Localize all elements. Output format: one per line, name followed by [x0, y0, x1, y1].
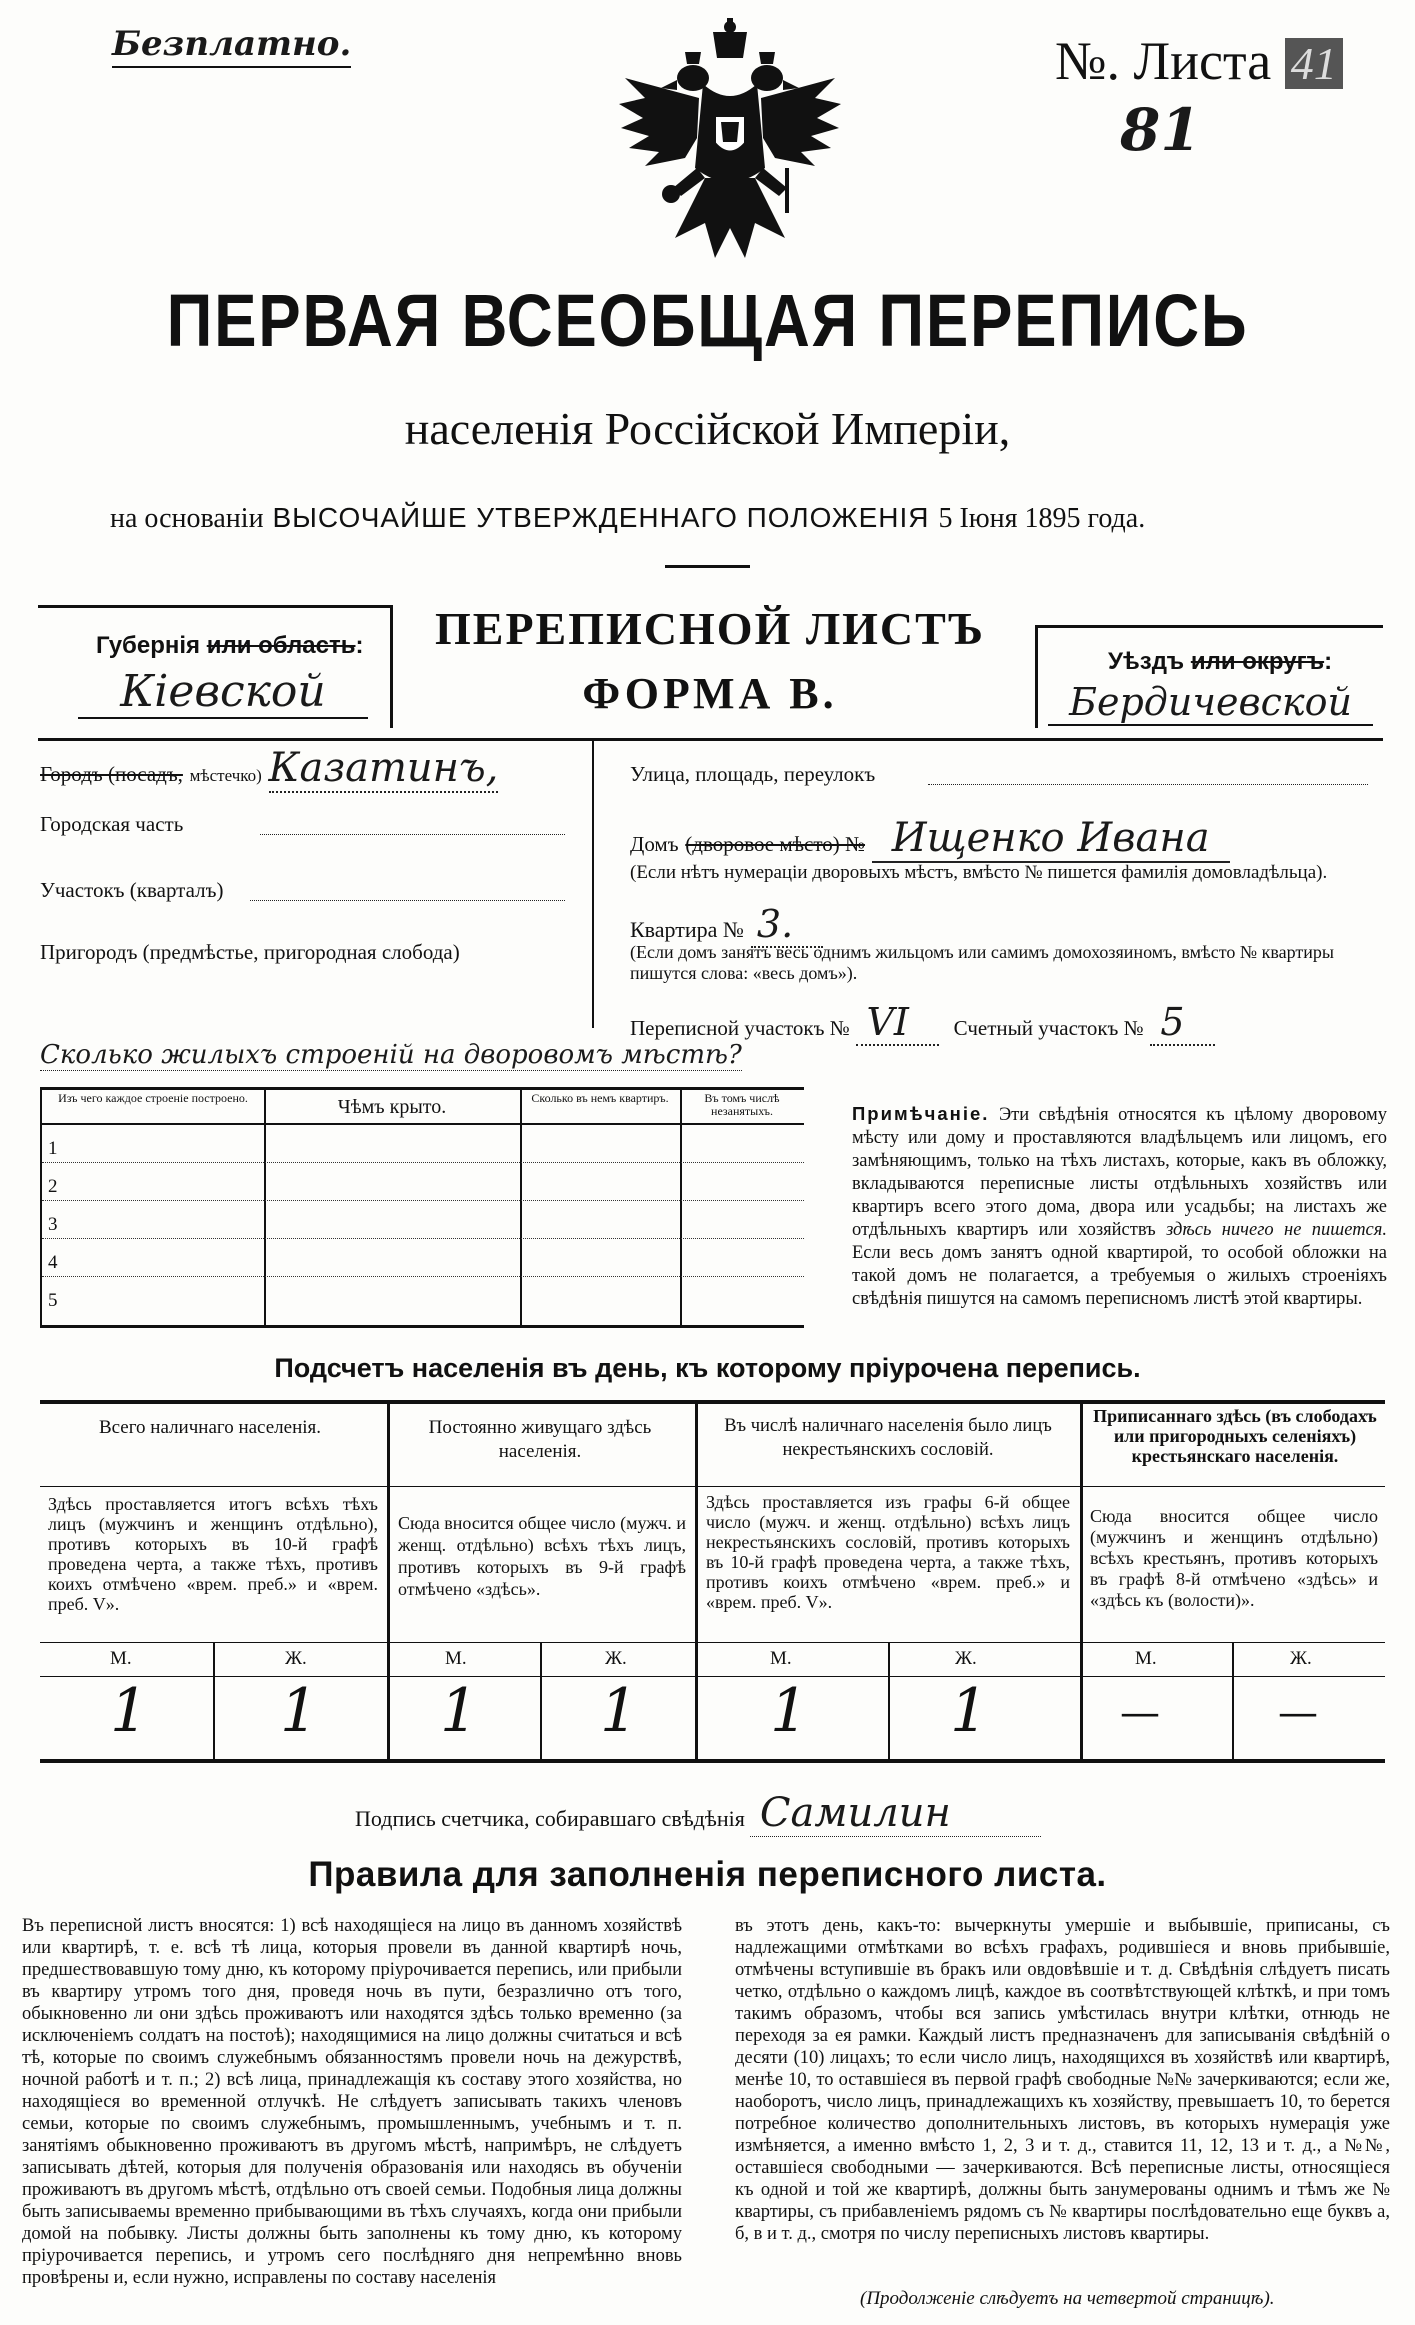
buildings-header-apartments: Сколько въ немъ квартиръ. — [531, 1091, 669, 1105]
count-col-total-body: Здѣсь проставляется итогъ всѣхъ тѣхъ лицъ (мужчинъ и женщинъ отдѣльно), противъ которыхъ въ 10-й графѣ проведена черта, а также тѣхъ, противъ коихъ отмѣчено «врем. преб.» и «врем. преб. V». — [48, 1494, 378, 1614]
sheet-number-handwritten: 81 — [1120, 96, 1201, 164]
house-value: Ищенко Ивана — [872, 815, 1230, 863]
sheet-number-struck: 41 — [1285, 38, 1343, 89]
buildings-row-number: 4 — [48, 1252, 58, 1273]
signature-line — [355, 1790, 1255, 1836]
sheet-number — [1055, 30, 1343, 95]
count-col-nonpeasant-m-value: 1 — [770, 1676, 809, 1746]
buildings-row-number: 3 — [48, 1214, 58, 1235]
rules-right-column: въ этотъ день, какъ-то: вычеркнуты умершіе и выбывшіе, приписаны, съ надлежащими отмѣтками во всѣхъ графахъ, родившіеся и вновь прибывшіе, отмѣчены вступившіе въ бракъ или овдовѣвшіе и т. д. Свѣдѣнія слѣдуетъ писать четко, отдѣльно о каждомъ лицѣ, каждое въ соотвѣтствующей клѣткѣ, и при томъ такимъ образомъ, чтобы вся запись умѣстилась внутри клѣтки, отнюдь не переходя за ея рамки. Каждый листъ предназначенъ для записыванія свѣдѣній о десяти (10) лицахъ; то если число лицъ, находящихся въ хозяйствѣ или квартирѣ, менѣе 10, то оставшіеся въ первой графѣ свободные №№ зачеркиваются; если же, наоборотъ, число лицъ, принадлежащихъ къ хозяйству, превышаетъ 10, то берется потребное количество дополнительныхъ листовъ, въ которыхъ нумерація уже измѣняется, а именно вмѣсто 1, 2, 3 и т. д., ставится 11, 12, 13 и т. д., а №№, оставшіеся свободными — зачеркиваются. Всѣ переписные листы, относящіеся къ одной и той же квартирѣ, должны быть занумерованы однимъ и тѣмъ же № квартиры, съ прибавленіемъ рядомъ съ № квартиры послѣдовательно еще буквъ а, б, в и т. д., смотря по числу переписныхъ листовъ квартиры. — [735, 1916, 1390, 2244]
count-col-nonpeasant-m-label: М. — [770, 1648, 792, 1669]
count-col-peasant-m-label: М. — [1135, 1648, 1157, 1669]
count-col-permanent-title: Постоянно живущаго здѣсь населенія. — [428, 1417, 652, 1462]
basis-main: ВЫСОЧАЙШЕ УТВЕРЖДЕННАГО ПОЛОЖЕНІЯ — [272, 502, 930, 533]
count-col-permanent-body: Сюда вносится общее число (мужч. и женщ. отдѣльно) всѣхъ тѣхъ лицъ, противъ которыхъ въ 9-й графѣ отмѣчено «здѣсь». — [398, 1513, 686, 1599]
part-label: Городская часть — [40, 812, 565, 837]
count-col-total-f-label: Ж. — [285, 1648, 307, 1669]
census-district-line: Переписной участокъ № VI Счетный участокъ № 5 — [630, 1000, 1390, 1044]
rules-left-column: Въ переписной листъ вносятся: 1) всѣ находящіеся на лицо въ данномъ хозяйствѣ или квартирѣ, т. е. всѣ тѣ лица, которыя провели въ данной квартирѣ ночь, предшествовавшую тому дню, къ которому пріурочивается перепись, или прибыли въ квартиру утромъ того дня, проведя ночь въ пути, безразлично отъ того, обыкновенно ли они здѣсь проживаютъ или находятся здѣсь только временно (за исключеніемъ солдатъ на постоѣ); находящимися на лицо должны считаться и всѣ тѣ, которые по своимъ служебнымъ обязанностямъ провели ночь на дежурствѣ, ночной работѣ и т. п.; 2) всѣ лица, принадлежащія къ составу этого хозяйства, но находящіеся во временной отлучкѣ. Не слѣдуетъ записывать такихъ членовъ семьи, которые по своимъ служебнымъ, промышленнымъ, учебнымъ и т. п. занятіямъ обыкновенно проживаютъ въ другомъ мѣстѣ, напримѣръ, не слѣдуетъ записывать дѣтей, которыя для полученія образованія или находясь въ обученіи проживаютъ въ другомъ мѣстѣ, отдѣльно отъ своей семьи. Подобныя лица должны быть записываемы временно прибывающими въ тѣхъ случаяхъ, когда они прибыли домой на побывку. Листы должны быть заполнены къ тому дню, къ которому пріурочивается перепись, и утромъ сего послѣдняго дня непремѣнно вновь провѣрены и, если нужно, исправлены по составу населенія — [22, 1916, 682, 2288]
street-field[interactable] — [928, 784, 1368, 785]
count-col-total-m-value: 1 — [110, 1676, 149, 1746]
census-district-value: VI — [856, 1000, 938, 1046]
count-col-peasant-f-label: Ж. — [1290, 1648, 1312, 1669]
count-col-peasant-body: Сюда вносится общее число (мужчинъ и женщинъ отдѣльно) всѣхъ крестьянъ, противъ которыхъ въ графѣ 8-й отмѣчено «здѣсь» и «здѣсь къ (волости)». — [1090, 1506, 1378, 1610]
rules-title: Правила для заполненія переписного листа. — [308, 1855, 1107, 1894]
guberniya-label: Губернія или область: — [96, 632, 364, 659]
census-subtitle: населенія Россійской Имперіи, — [404, 403, 1011, 454]
buildings-question: Сколько жилыхъ строеній на дворовомъ мѣстѣ? — [40, 1040, 742, 1070]
house-note: (Если нѣтъ нумераціи дворовыхъ мѣстъ, вмѣсто № пишется фамилія домовладѣльца). — [630, 862, 1328, 883]
count-district-value: 5 — [1150, 1000, 1214, 1046]
uezd-value: Бердичевской — [1048, 680, 1373, 726]
basis-prefix: на основаніи — [110, 503, 264, 534]
basis-date: 5 Іюня 1895 года. — [938, 503, 1146, 534]
count-table — [40, 1400, 1385, 1763]
count-col-total-f-value: 1 — [280, 1676, 319, 1746]
apartment-value: 3. — [751, 902, 823, 948]
count-col-nonpeasant-body: Здѣсь проставляется изъ графы 6-й общее число (мужч. и женщ. отдѣльно) всѣхъ лицъ некрестьянскихъ сословій, противъ которыхъ въ 10-й графѣ проведена черта, а также тѣхъ, противъ коихъ отмѣчено «врем. преб.» и «врем. преб. V». — [706, 1492, 1070, 1612]
count-col-peasant-f-value: — — [1278, 1690, 1318, 1736]
guberniya-box — [38, 605, 393, 728]
city-line: Городъ (посадъ, мѣстечко) Казатинъ, — [40, 745, 499, 791]
note-block: Примѣчаніе. Эти свѣдѣнія относятся къ цѣлому дворовому мѣсту или дому и проставляются владѣльцемъ или лицомъ, его замѣняющимъ, только на тѣхъ листахъ, которые, какъ въ обложку, вкладываются переписные листы отдѣльныхъ хозяйствъ или квартиръ всего этого дома, двора или усадьбы; на листахъ же отдѣльныхъ квартиръ или хозяйствъ здѣсь ничего не пишется. Если весь домъ занятъ одной квартирой, то особой обложки на такой домъ не полагается, а требуемыя о жилыхъ строеніяхъ свѣдѣнія пишутся на самомъ переписномъ листѣ этой квартиры. — [852, 1103, 1387, 1309]
buildings-table — [40, 1087, 804, 1328]
count-col-nonpeasant-f-value: 1 — [950, 1676, 989, 1746]
count-col-peasant-m-value: — — [1120, 1690, 1160, 1736]
count-col-total-m-label: М. — [110, 1648, 132, 1669]
suburb-label: Пригородъ (предмѣстье, пригородная слобода) — [40, 940, 460, 964]
form-name: ФОРМА В. — [582, 669, 838, 718]
count-col-nonpeasant-f-label: Ж. — [955, 1648, 977, 1669]
street-label: Улица, площадь, переулокъ — [630, 762, 1370, 787]
count-col-permanent-f-label: Ж. — [605, 1648, 627, 1669]
guberniya-value: Кіевской — [78, 666, 368, 719]
uezd-label: Уѣздъ или округъ: — [1108, 648, 1333, 675]
buildings-header-roof: Чѣмъ крыто. — [337, 1096, 447, 1118]
free-label: Безплатно. — [112, 22, 351, 68]
part-field[interactable] — [260, 834, 565, 835]
apartment-line: Квартира № 3. — [630, 902, 1130, 946]
signature-label: Подпись счетчика, собиравшаго свѣдѣнія — [355, 1806, 745, 1831]
sheet-number-label: №. Листа — [1055, 31, 1272, 91]
note-label: Примѣчаніе. — [852, 1103, 990, 1124]
basis-line — [110, 500, 1340, 537]
buildings-row-number: 5 — [48, 1290, 58, 1311]
buildings-row-number: 2 — [48, 1176, 58, 1197]
city-value: Казатинъ, — [268, 745, 499, 791]
count-col-permanent-f-value: 1 — [600, 1676, 639, 1746]
address-divider-vertical — [592, 738, 594, 1028]
address-divider-horizontal — [38, 738, 1383, 741]
census-main-title: ПЕРВАЯ ВСЕОБЩАЯ ПЕРЕПИСЬ — [166, 279, 1249, 362]
double-headed-eagle-emblem — [615, 18, 845, 268]
count-section-title: Подсчетъ населенія въ день, къ которому пріурочена перепись. — [274, 1353, 1141, 1383]
count-col-peasant-title: Приписаннаго здѣсь (въ слободахъ или пригородныхъ селеніяхъ) крестьянскаго населенія. — [1093, 1406, 1377, 1466]
title-divider — [665, 565, 750, 568]
count-col-permanent-m-value: 1 — [440, 1676, 479, 1746]
buildings-row-number: 1 — [48, 1138, 58, 1159]
district-field[interactable] — [250, 900, 565, 901]
district-label: Участокъ (кварталъ) — [40, 878, 565, 903]
count-col-permanent-m-label: М. — [445, 1648, 467, 1669]
signature-value: Самилин — [750, 1790, 1041, 1837]
form-title: ПЕРЕПИСНОЙ ЛИСТЪ — [434, 603, 986, 654]
count-col-nonpeasant-title: Въ числѣ наличнаго населенія было лицъ некрестьянскихъ сословій. — [724, 1416, 1052, 1460]
buildings-header-material: Изъ чего каждое строеніе построено. — [58, 1091, 248, 1105]
house-line: Домъ (дворовое мѣсто) № Ищенко Ивана — [630, 815, 1370, 861]
buildings-header-vacant: Въ томъ числѣ незанятыхъ. — [704, 1091, 780, 1118]
count-col-total-title: Всего наличнаго населенія. — [98, 1417, 322, 1438]
rules-continued: (Продолженіе слѣдуетъ на четвертой страницѣ). — [860, 2288, 1275, 2309]
apartment-note: (Если домъ занятъ весь однимъ жильцомъ или самимъ домохозяиномъ, вмѣсто № квартиры пишутся слова: «весь домъ»). — [630, 942, 1334, 983]
uezd-box — [1035, 625, 1383, 728]
